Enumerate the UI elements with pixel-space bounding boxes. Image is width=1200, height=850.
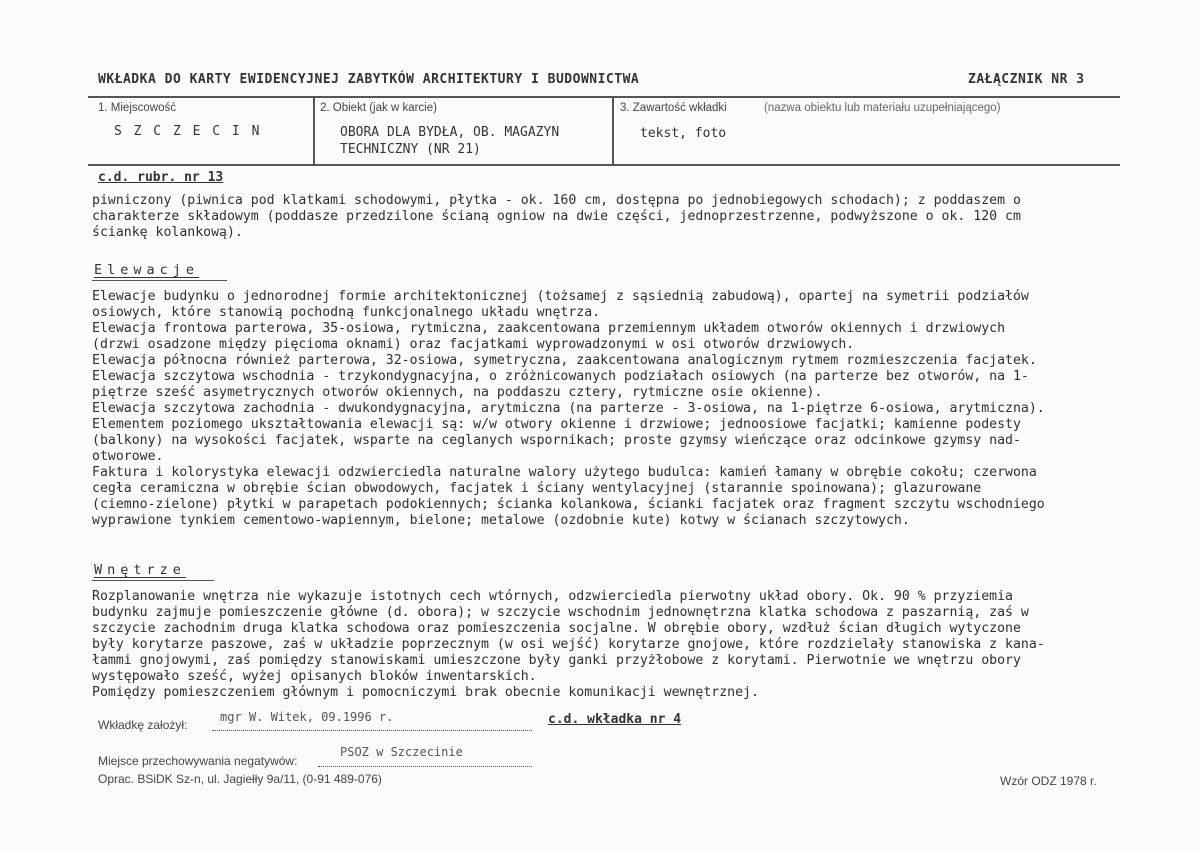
elevations-line: cegła ceramiczna w obrębie ścian obwodowych, facjatek i ściany wentylacyjnej (starannie spoinowana); glazurowane [92, 481, 982, 496]
interior-line: Pomiędzy pomieszczeniem głównym i pomocniczymi brak obecnie komunikacji wewnętrznej. [92, 685, 759, 700]
place-label: 1. Miejscowość [98, 102, 176, 114]
interior-line: występowało sześć, wyżej opisanych bloków inwentarskich. [92, 669, 537, 684]
object-label: 2. Obiekt (jak w karcie) [320, 102, 437, 114]
elevations-line: (balkony) na wysokości facjatek, wsparte na ceglanych wspornikach; proste gzymsy wieńczące oraz odcinkowe gzymsy nad- [92, 433, 1021, 448]
interior-line: szczycie zachodnim druga klatka schodowa oraz pomieszczenia socjalne. W obrębie obory, wzdłuż ścian długich wytyczone [92, 621, 1021, 636]
continuation-marker: c.d. rubr. nr 13 [98, 170, 224, 185]
founded-dotted-line [212, 730, 532, 731]
elevations-line: Elewacje budynku o jednorodnej formie architektonicznej (tożsamej z sąsiednią zabudową), opartej na symetrii podziałów [92, 289, 1029, 304]
elevations-line: piętrze sześć asymetrycznych otworów okiennych, na poddaszu cztery, rytmiczne osie okienne). [92, 385, 823, 400]
elevations-line: Elewacja szczytowa wschodnia - trzykondygnacyjna, o zróżnicowanych podziałach osiowych (na parterze bez otworów, na 1- [92, 369, 1029, 384]
content-label: 3. Zawartość wkładki [620, 102, 727, 114]
elevations-line: (drzwi osadzone między pięcioma oknami) oraz facjatkami wyprowadzonymi w osi otworów drzwiowych. [92, 337, 855, 352]
header-box-divider-1 [313, 97, 315, 164]
elevations-line: Elewacja północna również parterowa, 32-osiowa, symetryczna, zaakcentowana analogicznym rytmem rozmieszczenia facjatek. [92, 353, 1037, 368]
form-title: WKŁADKA DO KARTY EWIDENCYJNEJ ZABYTKÓW ARCHITEKTURY I BUDOWNICTWA [98, 72, 640, 87]
object-value-line1: OBORA DLA BYDŁA, OB. MAGAZYN [340, 125, 560, 140]
header-box-top-rule [88, 96, 1120, 98]
next-insert-marker: c.d. wkładka nr 4 [548, 712, 682, 727]
founded-value: mgr W. Witek, 09.1996 r. [220, 710, 394, 724]
elevations-line: Faktura i kolorystyka elewacji odzwierciedla naturalne walory użytego budulca: kamień łamany w obrębie cokołu; czerwona [92, 465, 1037, 480]
negatives-label: Miejsce przechowywania negatywów: [98, 754, 298, 768]
section-heading-elevations: Elewacje [94, 262, 200, 278]
intro-line: charakterze składowym (poddasze przedzilone ścianą ogniow na dwie części, jednoprzestrzenne, podwyższone o ok. 120 cm [92, 209, 1021, 224]
elevations-line: Elementem poziomego ukształtowania elewacji są: w/w otwory okienne i drzwiowe; jednoosiowe facjatki; kamienne podesty [92, 417, 1021, 432]
printer-info: Oprac. BSiDK Sz-n, ul. Jagiełły 9a/11, (0-91 489-076) [98, 772, 382, 786]
header-box-divider-2 [612, 97, 614, 164]
elevations-line: otworowe. [92, 449, 164, 464]
attachment-number: ZAŁĄCZNIK NR 3 [968, 72, 1085, 87]
intro-line: ściankę kolankową). [92, 225, 243, 240]
heading-underline [92, 280, 227, 281]
elevations-line: wyprawione tynkiem cementowo-wapiennym, bielone; metalowe (ozdobnie kute) kotwy w ścianach szczytowych. [92, 513, 910, 528]
negatives-value: PSOZ w Szczecinie [340, 745, 463, 759]
founded-label: Wkładkę założył: [98, 718, 188, 732]
form-code: Wzór ODZ 1978 r. [1000, 774, 1097, 788]
elevations-line: (ciemno-zielone) płytki w parapetach podokiennych; ścianka kolankowa, ścianki facjatek oraz fragment szczytu wschodniego [92, 497, 1045, 512]
interior-line: budynku zajmuje pomieszczenie główne (d. obora); w szczycie wschodnim jednownętrzna klatka schodowa z paszarnią, zaś w [92, 605, 1029, 620]
header-box-bottom-rule [88, 164, 1120, 166]
object-value-line2: TECHNICZNY (NR 21) [340, 142, 481, 157]
heading-underline [92, 580, 214, 581]
content-value: tekst, foto [640, 126, 727, 141]
content-note: (nazwa obiektu lub materiału uzupełniającego) [764, 102, 1001, 114]
negatives-dotted-line [318, 766, 532, 767]
interior-line: łammi gnojowymi, zaś pomiędzy stanowiskami umieszczone były ganki przyżłobowe z korytami. Pierwotnie we wnętrzu obory [92, 653, 1021, 668]
elevations-line: Elewacja frontowa parterowa, 35-osiowa, rytmiczna, zaakcentowana przemiennym układem otworów okiennych i drzwiowych [92, 321, 1006, 336]
interior-line: Rozplanowanie wnętrza nie wykazuje istotnych cech wtórnych, odzwierciedla pierwotny układ obory. Ok. 90 % przyziemia [92, 589, 1013, 604]
interior-line: były korytarze paszowe, zaś w układzie poprzecznym (w osi wejść) korytarze gnojowe, które rozdzielały stanowiska z kana- [92, 637, 1045, 652]
intro-line: piwniczony (piwnica pod klatkami schodowymi, płytka - ok. 160 cm, dostępna po jednobiegowych schodach); z poddaszem o [92, 193, 1021, 208]
elevations-line: Elewacja szczytowa zachodnia - dwukondygnacyjna, arytmiczna (na parterze - 3-osiowa, na 1-piętrze 6-osiowa, arytmiczna). [92, 401, 1045, 416]
place-value: S Z C Z E C I N [114, 124, 262, 139]
section-heading-interior: Wnętrze [94, 562, 186, 578]
elevations-line: osiowych, które stanowią pochodną funkcjonalnego układu wnętrza. [92, 305, 601, 320]
